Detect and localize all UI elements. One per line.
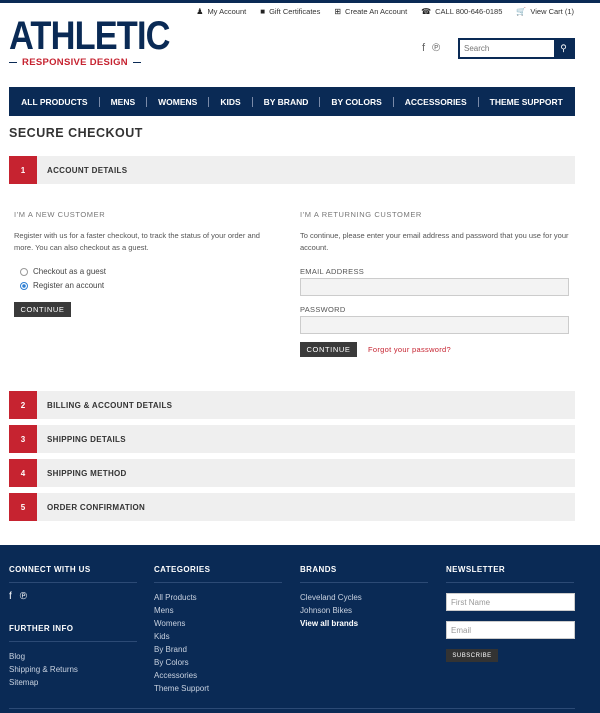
create-account-link[interactable]: ⊞ Create An Account [334, 7, 408, 16]
search-input[interactable] [460, 40, 554, 57]
radio-register-account[interactable]: Register an account [20, 281, 104, 290]
search-icon: ⚲ [560, 43, 567, 53]
footer-cat-womens[interactable]: Womens [154, 619, 186, 628]
footer-link-shipping-returns[interactable]: Shipping & Returns [9, 665, 78, 674]
step-billing[interactable]: 2 BILLING & ACCOUNT DETAILS [9, 391, 575, 419]
facebook-icon[interactable]: f [422, 42, 426, 54]
plus-icon: ⊞ [334, 7, 342, 16]
newsletter-first-name-input[interactable]: First Name [446, 593, 575, 611]
email-label: EMAIL ADDRESS [300, 267, 365, 276]
user-icon: ♟ [196, 7, 204, 16]
footer-newsletter: NEWSLETTER First Name Email SUBSCRIBE [446, 565, 575, 662]
radio-checkout-guest[interactable]: Checkout as a guest [20, 267, 106, 276]
footer-brands: BRANDS Cleveland Cycles Johnson Bikes View all brands [300, 565, 428, 630]
footer-brand-johnson[interactable]: Johnson Bikes [300, 606, 353, 615]
password-field[interactable] [300, 316, 569, 334]
step-shipping-method[interactable]: 4 SHIPPING METHOD [9, 459, 575, 487]
footer-connect: CONNECT WITH US f ℗ FURTHER INFO Blog Shipping & Returns Sitemap [9, 565, 137, 689]
email-field[interactable] [300, 278, 569, 296]
pinterest-icon[interactable]: ℗ [432, 42, 441, 54]
newsletter-email-input[interactable]: Email [446, 621, 575, 639]
nav-accessories[interactable]: ACCESSORIES [394, 97, 479, 107]
nav-kids[interactable]: KIDS [209, 97, 252, 107]
site-logo[interactable]: ATHLETIC RESPONSIVE DESIGN [9, 14, 170, 68]
footer-categories: CATEGORIES All Products Mens Womens Kids By Brand By Colors Accessories Theme Support [154, 565, 282, 695]
my-account-link[interactable]: ♟ My Account [196, 7, 247, 16]
top-accent-bar [0, 0, 600, 3]
footer-brand-cleveland[interactable]: Cleveland Cycles [300, 593, 362, 602]
gift-certificates-link[interactable]: ■ Gift Certificates [260, 7, 321, 16]
footer-facebook-icon[interactable]: f [9, 591, 12, 602]
nav-theme-support[interactable]: THEME SUPPORT [489, 96, 563, 107]
cart-icon: 🛒 [516, 7, 527, 16]
view-cart-link[interactable]: 🛒 View Cart (1) [516, 7, 574, 16]
nav-womens[interactable]: WOMENS [147, 97, 209, 107]
footer-link-blog[interactable]: Blog [9, 652, 26, 661]
step-shipping-details[interactable]: 3 SHIPPING DETAILS [9, 425, 575, 453]
new-customer-heading: I'M A NEW CUSTOMER [14, 210, 106, 219]
footer-link-sitemap[interactable]: Sitemap [9, 678, 39, 687]
footer-pinterest-icon[interactable]: ℗ [19, 591, 28, 602]
nav-by-colors[interactable]: BY COLORS [320, 97, 393, 107]
returning-customer-text: To continue, please enter your email address and password that you use for your account. [300, 231, 569, 252]
footer-cat-kids[interactable]: Kids [154, 632, 170, 641]
forgot-password-link[interactable]: Forgot your password? [368, 345, 452, 354]
footer-cat-by-brand[interactable]: By Brand [154, 645, 187, 654]
phone-link[interactable]: ☎ CALL 800-646-0185 [421, 7, 503, 16]
password-label: PASSWORD [300, 305, 346, 314]
footer-cat-accessories[interactable]: Accessories [154, 671, 198, 680]
footer-cat-theme-support[interactable]: Theme Support [154, 684, 210, 693]
header-social [422, 42, 440, 54]
search-button[interactable] [554, 40, 573, 57]
page-title: SECURE CHECKOUT [9, 126, 143, 140]
footer-cat-by-colors[interactable]: By Colors [154, 658, 189, 667]
returning-continue-button[interactable]: CONTINUE [300, 342, 357, 357]
footer-cat-mens[interactable]: Mens [154, 606, 174, 615]
nav-mens[interactable]: MENS [100, 97, 148, 107]
nav-by-brand[interactable]: BY BRAND [253, 97, 321, 107]
step-account-details[interactable]: 1 ACCOUNT DETAILS [9, 156, 575, 184]
returning-customer-heading: I'M A RETURNING CUSTOMER [300, 210, 422, 219]
footer-view-all-brands[interactable]: View all brands [300, 619, 359, 628]
gift-icon: ■ [260, 7, 266, 16]
new-customer-text: Register with us for a faster checkout, to track the status of your order and more. You can also checkout as a guest. [14, 231, 260, 252]
new-customer-continue-button[interactable]: CONTINUE [14, 302, 71, 317]
main-nav [9, 87, 575, 116]
phone-icon: ☎ [421, 7, 432, 16]
nav-all-products[interactable]: ALL PRODUCTS [10, 97, 99, 107]
utility-links [196, 7, 574, 16]
site-footer [0, 545, 600, 713]
footer-cat-all-products[interactable]: All Products [154, 593, 197, 602]
subscribe-button[interactable]: SUBSCRIBE [446, 649, 498, 662]
search-box [458, 38, 575, 59]
step-order-confirmation[interactable]: 5 ORDER CONFIRMATION [9, 493, 575, 521]
